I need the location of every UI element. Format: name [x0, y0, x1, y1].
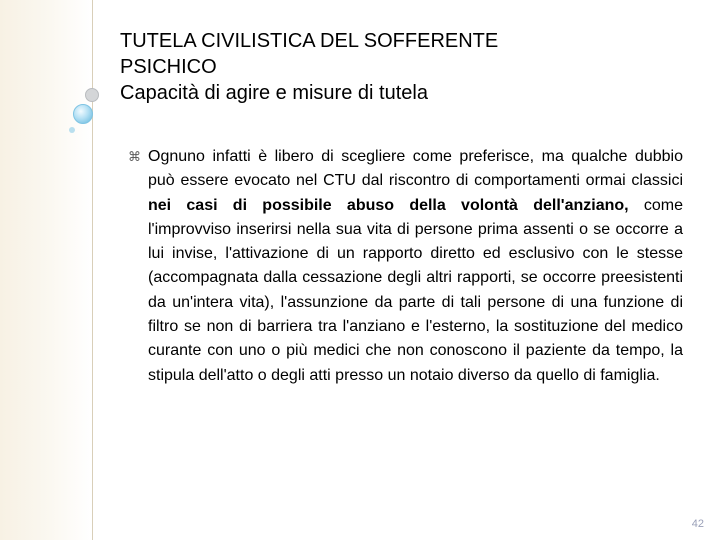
title-line-1: TUTELA CIVILISTICA DEL SOFFERENTE [120, 30, 499, 52]
body-text-bold: nei casi di possibile abuso della volontà dell'anziano, [148, 196, 629, 214]
blue-bubble-ornament [73, 104, 93, 124]
grey-circle-ornament [85, 88, 99, 102]
page-number: 42 [691, 518, 704, 530]
title-line-2: PSICHICO [120, 56, 217, 78]
small-bubble-ornament [69, 127, 75, 133]
bullet-icon: ⌘ [128, 149, 141, 164]
left-decorative-band [0, 0, 92, 540]
slide-title [120, 28, 680, 106]
body-paragraph [148, 145, 683, 388]
body-text-start: Ognuno infatti è libero di scegliere come preferisce, ma qualche dubbio può essere evocato nel CTU dal riscontro di comportamenti ormai classici [148, 148, 683, 190]
title-line-3: Capacità di agire e misure di tutela [120, 82, 428, 104]
body-text-end: come l'improvviso inserirsi nella sua vita di persone prima assenti o se occorre a lui invise, l'attivazione di un rapporto diretto ed esclusivo con le stesse (accompagnata dalla cessazione degli altri rapporti, se occorre preesistenti da un'intera vita), l'assunzione da parte di tali persone di una funzione di filtro se non di barriera tra l'anziano e l'esterno, la sostituzione del medico curante con uno o più medici che non conoscono il paziente da tempo, la stipula dell'atto o degli atti presso un notaio diverso da quello di famiglia. [148, 196, 683, 384]
vertical-divider [92, 0, 93, 540]
